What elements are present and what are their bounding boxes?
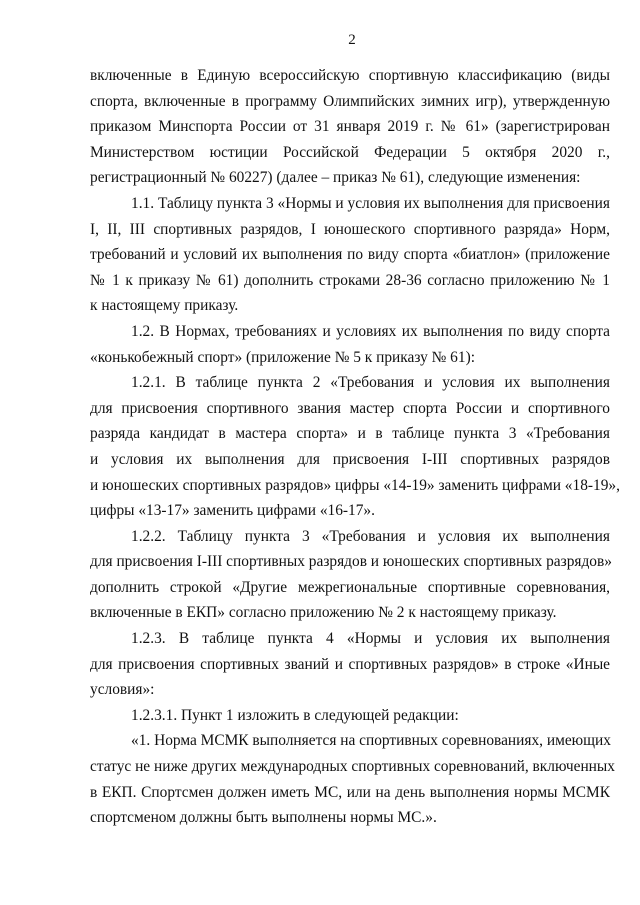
paragraph-1-2 <box>90 319 610 370</box>
text-line: цифры «13-17» заменить цифрами «16-17». <box>90 502 375 520</box>
page-number: 2 <box>348 32 356 48</box>
text-line: 1.2.2. Таблицу пункта 3 «Требования и условия их выполнения <box>131 527 610 545</box>
text-line: условия»: <box>90 681 155 699</box>
paragraph-1-2-1 <box>90 370 620 524</box>
text-line: разряда кандидат в мастера спорта» и в таблице пункта 3 «Требования <box>90 425 610 443</box>
text-line: спорта, включенные в программу Олимпийских зимних игр), утвержденную <box>90 92 610 110</box>
paragraph-1-2-3-1 <box>90 703 610 729</box>
text-line: регистрационный № 60227) (далее – приказ № 61), следующие изменения: <box>90 169 581 187</box>
text-line: и условия их выполнения для присвоения I-III спортивных разрядов <box>90 450 610 468</box>
text-line: 1.2. В Нормах, требованиях и условиях их выполнения по виду спорта <box>131 322 610 340</box>
text-line: № 1 к приказу № 61) дополнить строками 28-36 согласно приложению № 1 <box>90 271 610 289</box>
paragraph-1-1 <box>90 191 610 319</box>
text-line: 1.1. Таблицу пункта 3 «Нормы и условия их выполнения для присвоения <box>131 194 610 212</box>
text-line: для присвоения спортивных званий и спортивных разрядов» в строке «Иные <box>90 655 610 673</box>
text-line: «1. Норма МСМК выполняется на спортивных соревнованиях, имеющих <box>131 732 611 750</box>
paragraph-1-2-2 <box>90 524 610 626</box>
paragraph-continuation <box>90 63 610 191</box>
paragraph-quoted-norm <box>90 728 615 830</box>
text-line: в ЕКП. Спортсмен должен иметь МС, или на день выполнения нормы МСМК <box>90 783 610 801</box>
text-line: «конькобежный спорт» (приложение № 5 к приказу № 61): <box>90 348 475 366</box>
paragraph-1-2-3 <box>90 626 610 703</box>
text-line: 1.2.3. В таблице пункта 4 «Нормы и условия их выполнения <box>131 630 610 648</box>
text-line: приказом Минспорта России от 31 января 2019 г. № 61» (зарегистрирован <box>90 118 610 136</box>
text-line: Министерством юстиции Российской Федерации 5 октября 2020 г., <box>90 143 610 161</box>
text-line: и юношеских спортивных разрядов» цифры «14-19» заменить цифрами «18-19», <box>90 476 620 494</box>
text-line: для присвоения I-III спортивных разрядов и юношеских спортивных разрядов» <box>90 553 612 571</box>
text-line: I, II, III спортивных разрядов, I юношеского спортивного разряда» Норм, <box>90 220 610 238</box>
text-line: требований и условий их выполнения по виду спорта «биатлон» (приложение <box>90 246 610 264</box>
text-line: к настоящему приказу. <box>90 297 239 315</box>
text-line: включенные в ЕКП» согласно приложению № 2 к настоящему приказу. <box>90 604 557 622</box>
text-line: дополнить строкой «Другие межрегиональные спортивные соревнования, <box>90 578 610 596</box>
text-line: включенные в Единую всероссийскую спортивную классификацию (виды <box>90 67 610 84</box>
text-line: 1.2.1. В таблице пункта 2 «Требования и условия их выполнения <box>131 374 610 392</box>
text-line: для присвоения спортивного звания мастер спорта России и спортивного <box>90 399 610 417</box>
text-line: 1.2.3.1. Пункт 1 изложить в следующей редакции: <box>131 706 459 724</box>
text-line: статус не ниже других международных спортивных соревнований, включенных <box>90 758 615 776</box>
text-line: спортсменом должны быть выполнены нормы МС.». <box>90 809 437 827</box>
